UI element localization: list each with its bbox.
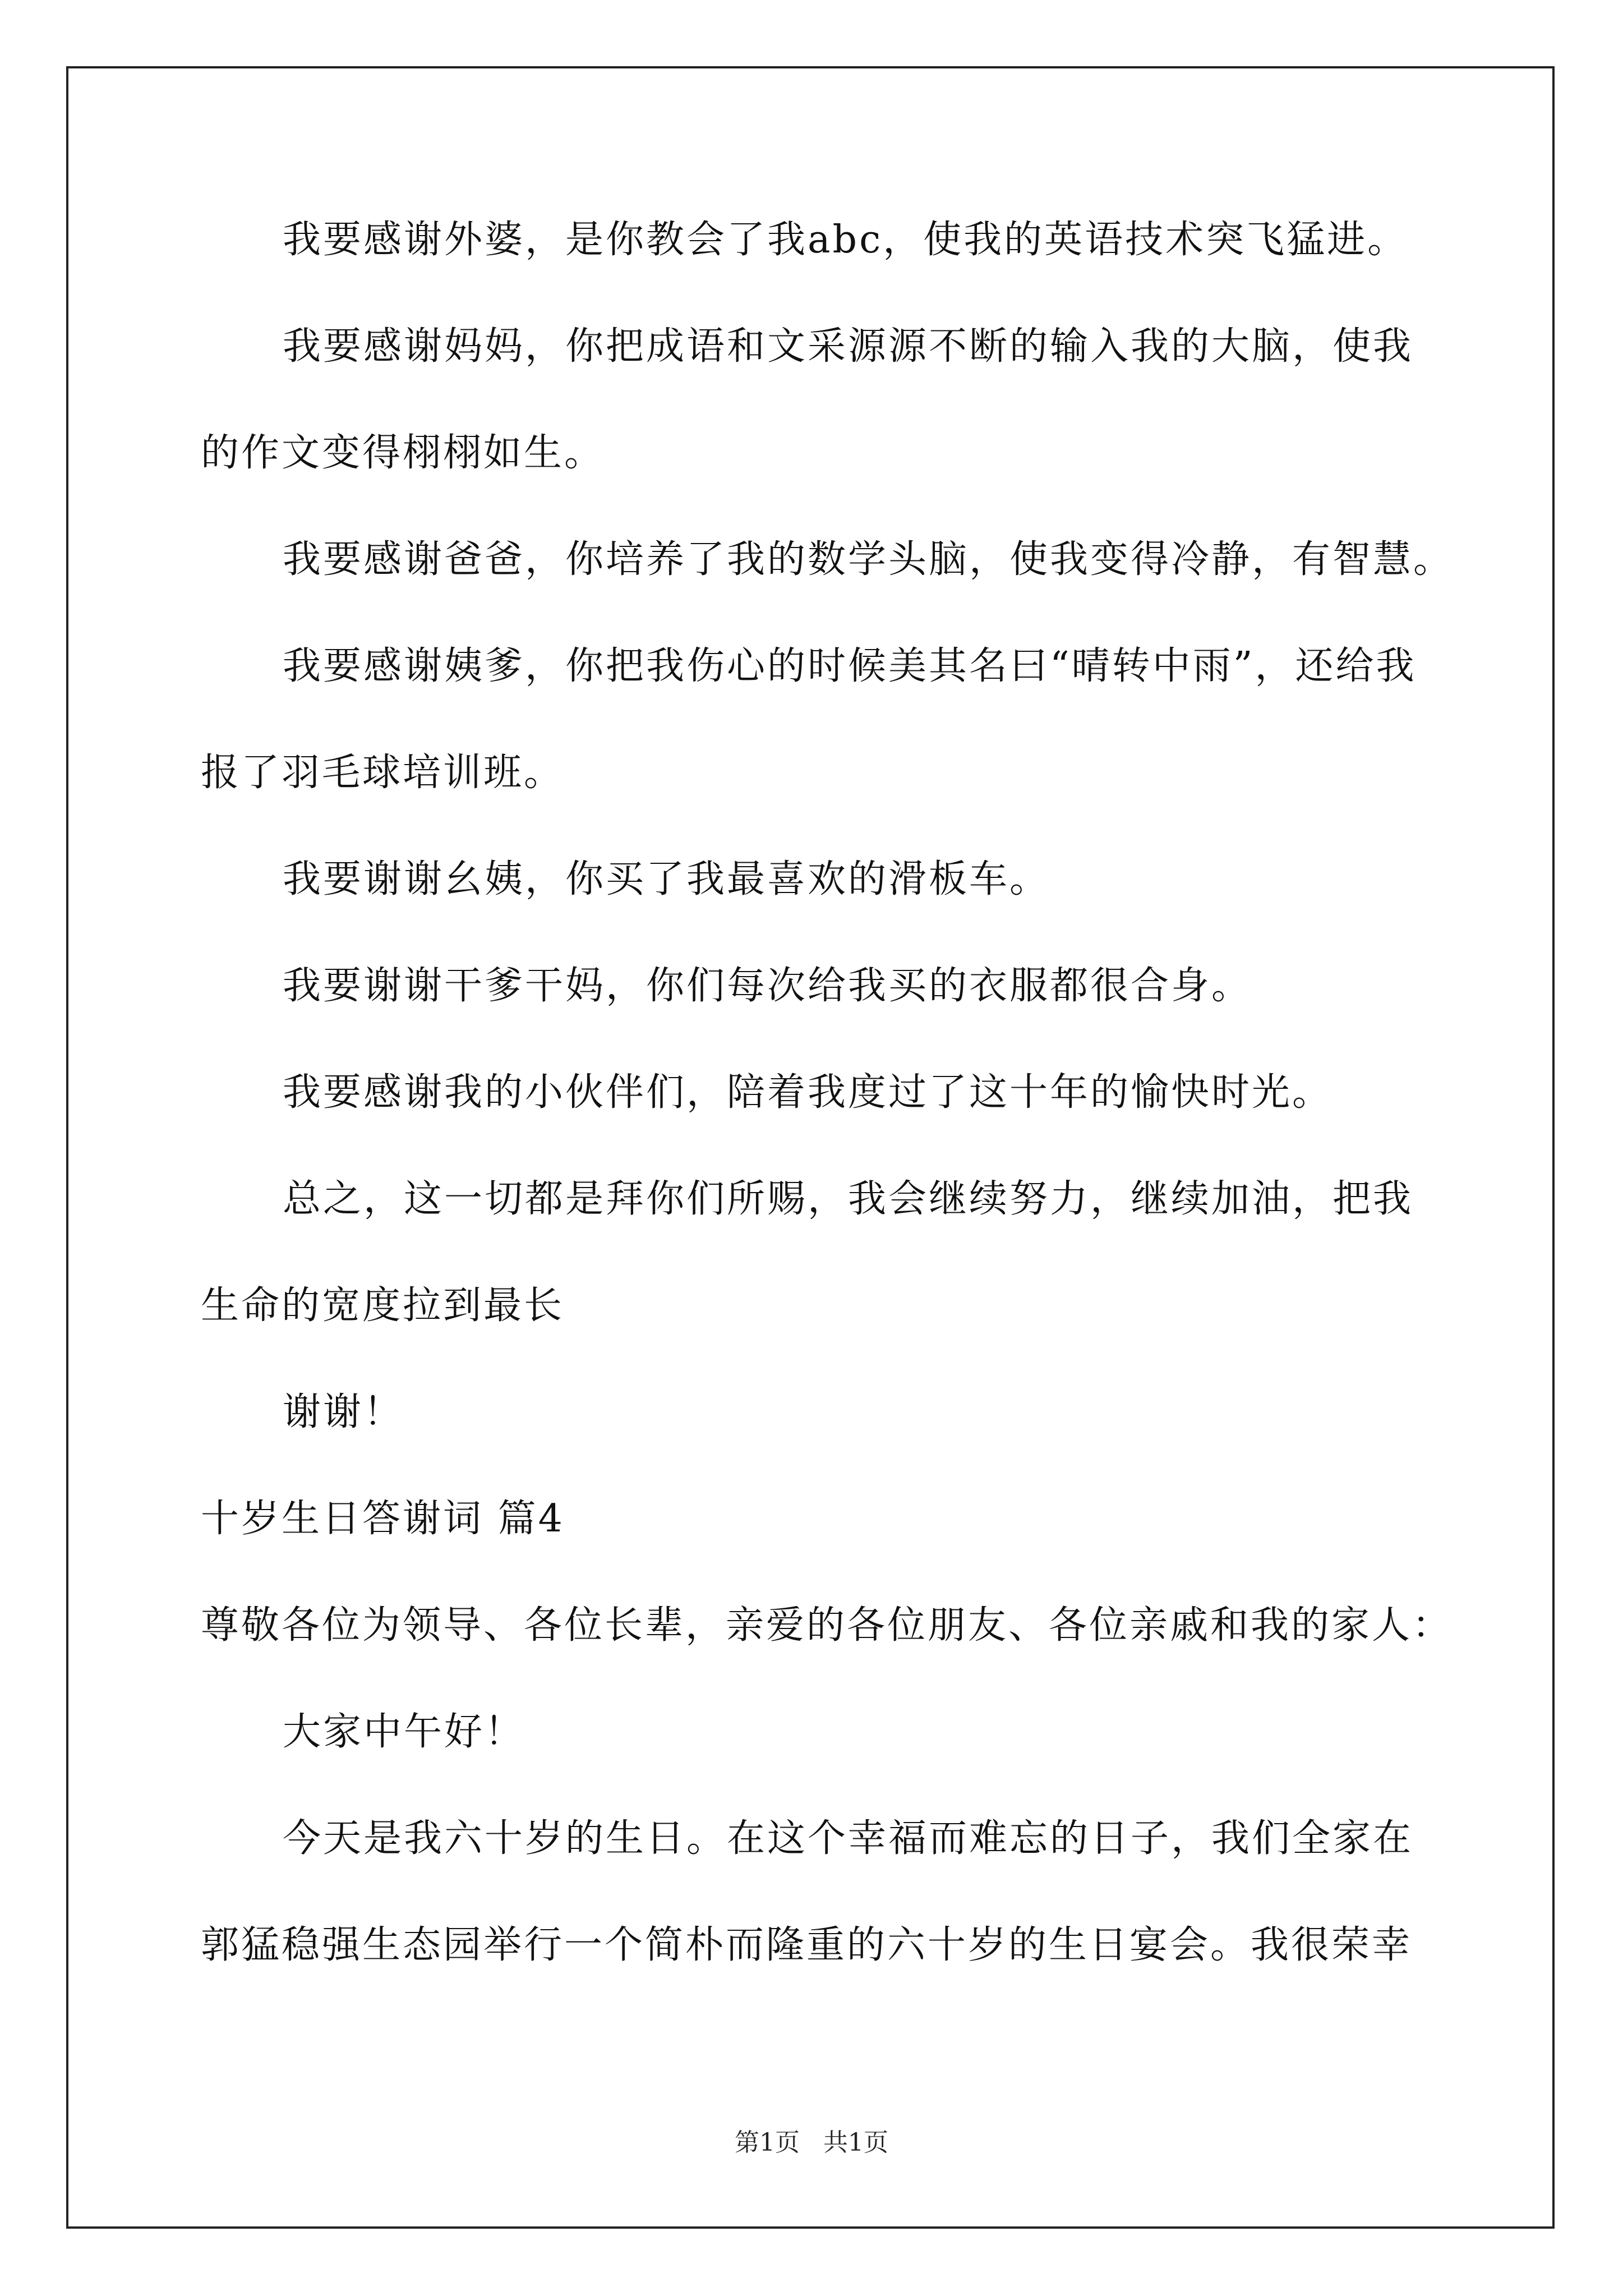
paragraph-line: 的作文变得栩栩如生。: [201, 431, 605, 475]
paragraph-line: 我要感谢我的小伙伴们，陪着我度过了这十年的愉快时光。: [283, 1070, 1333, 1115]
paragraph-line: 总之，这一切都是拜你们所赐，我会继续努力，继续加油，把我: [283, 1177, 1414, 1221]
page-footer: [0, 2126, 1623, 2160]
greeting-line: 大家中午好！: [283, 1710, 525, 1754]
paragraph-line: 我要感谢外婆，是你教会了我abc，使我的英语技术突飞猛进。: [283, 218, 1408, 262]
paragraph-line: 我要谢谢幺姨，你买了我最喜欢的滑板车。: [283, 857, 1050, 901]
page-number: 第1页: [735, 2128, 800, 2157]
page-border: [66, 66, 1555, 2229]
paragraph-line: 我要感谢妈妈，你把成语和文采源源不断的输入我的大脑，使我: [283, 324, 1414, 369]
paragraph-line: 今天是我六十岁的生日。在这个幸福而难忘的日子，我们全家在: [283, 1816, 1414, 1861]
section-heading: 十岁生日答谢词 篇4: [201, 1497, 565, 1541]
paragraph-line: 郭猛稳强生态园举行一个简朴而隆重的六十岁的生日宴会。我很荣幸: [201, 1923, 1413, 1967]
paragraph-line: 报了羽毛球培训班。: [201, 751, 565, 795]
paragraph-line: 我要感谢姨爹，你把我伤心的时候美其名曰“晴转中雨”，还给我: [283, 644, 1417, 688]
paragraph-line: 生命的宽度拉到最长: [201, 1283, 565, 1328]
paragraph-line: 我要感谢爸爸，你培养了我的数学头脑，使我变得冷静，有智慧。: [283, 537, 1454, 582]
page-total: 共1页: [823, 2128, 888, 2157]
paragraph-line: 谢谢！: [283, 1390, 404, 1434]
paragraph-line: 我要谢谢干爹干妈，你们每次给我买的衣服都很合身。: [283, 964, 1252, 1008]
salutation-line: 尊敬各位为领导、各位长辈，亲爱的各位朋友、各位亲戚和我的家人：: [201, 1603, 1453, 1648]
